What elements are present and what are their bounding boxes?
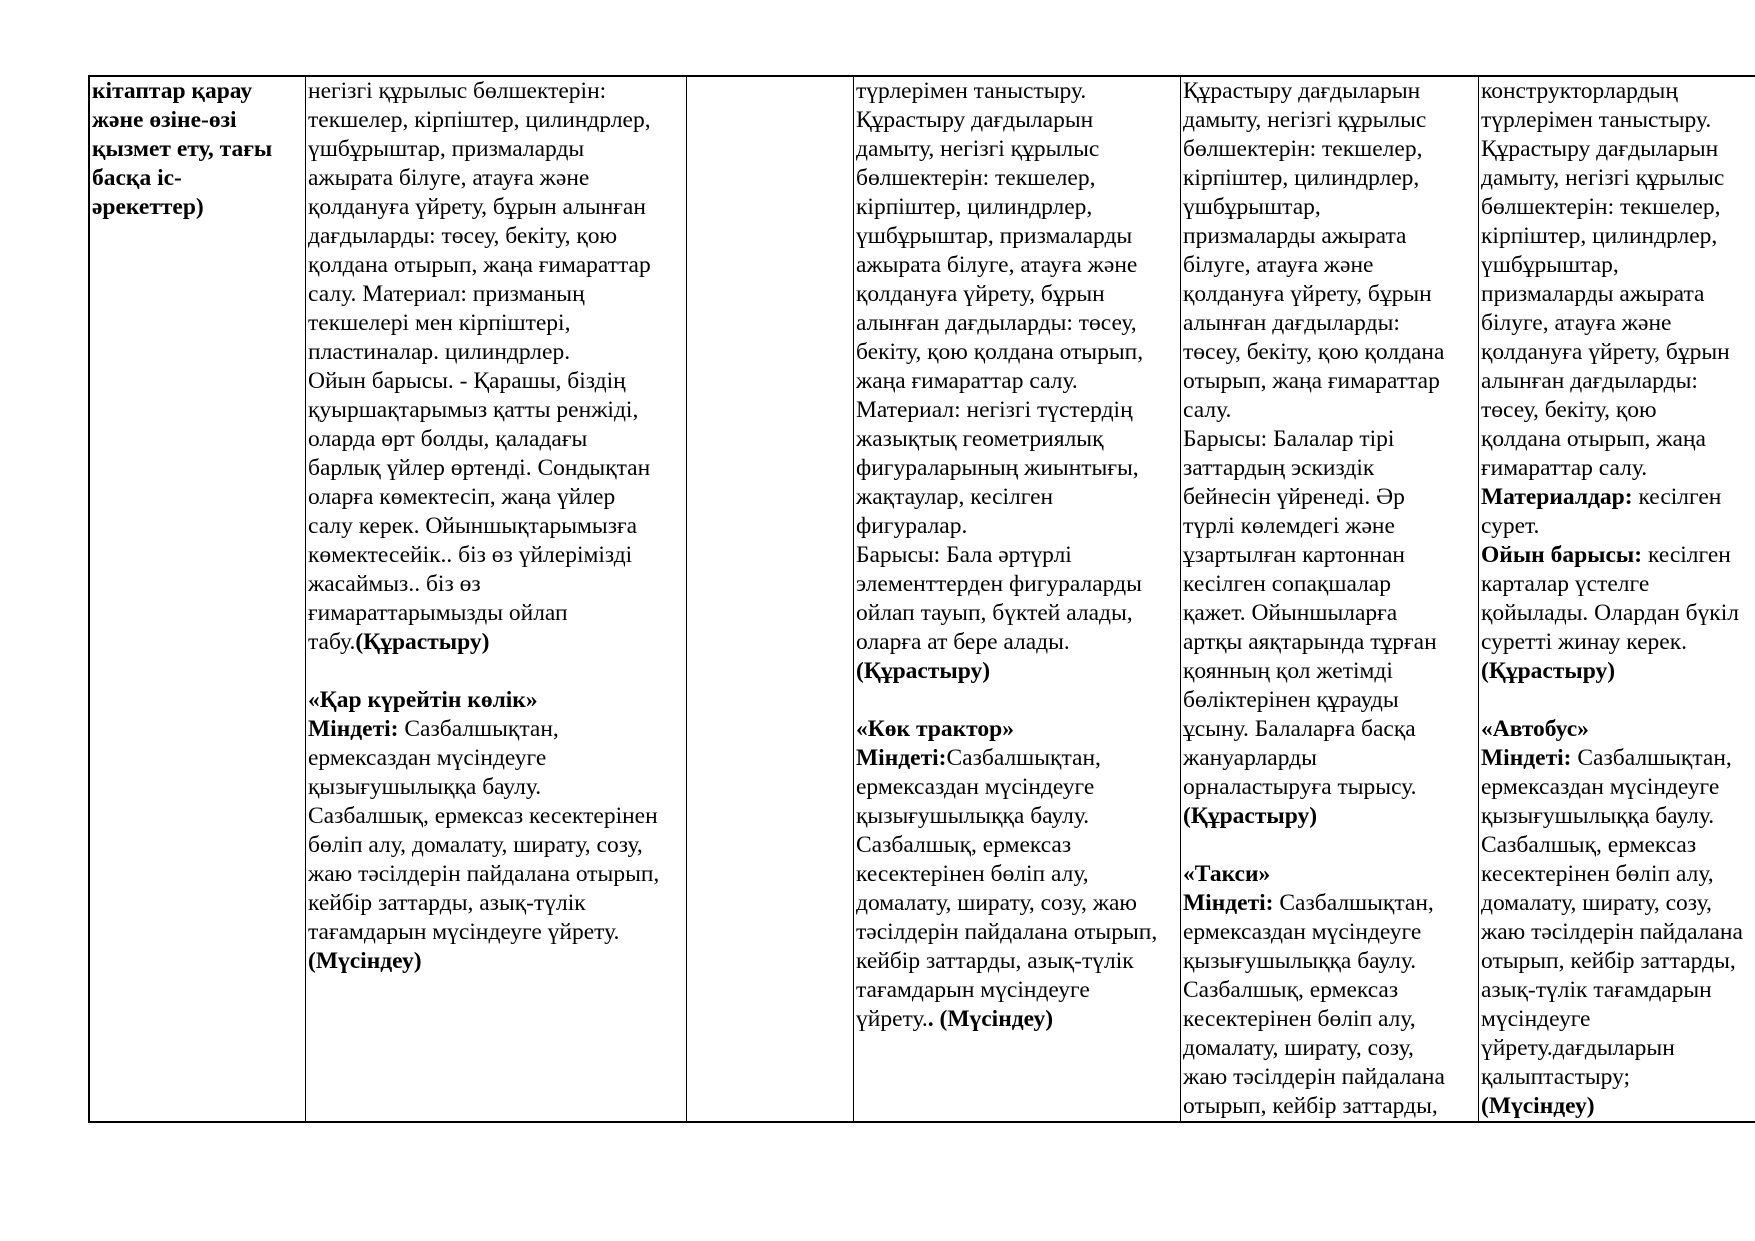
- text-line: [308, 280, 686, 309]
- text-run: жасаймыз.. біз өз: [308, 571, 481, 597]
- text-line: [1183, 802, 1478, 831]
- text-run: үшбұрыштар,: [1481, 252, 1619, 278]
- text-line: [856, 947, 1180, 976]
- text-run: үйрету.: [856, 1006, 928, 1032]
- text-run: салу керек. Ойыншықтарымызға: [308, 513, 638, 539]
- text-run: дамыту, негізгі құрылыс: [1183, 107, 1427, 133]
- text-run: ажырата білуге, атауға және: [856, 252, 1138, 278]
- text-line: [856, 164, 1180, 193]
- table-cell: [89, 76, 306, 1122]
- text-run: тағамдарын мүсіндеуге: [856, 977, 1090, 1003]
- text-run: фигуралар.: [856, 513, 968, 539]
- text-line: [1183, 947, 1478, 976]
- text-line: [1481, 425, 1755, 454]
- text-run: Сазбалшықтан,: [1273, 890, 1434, 916]
- text-line: [308, 396, 686, 425]
- text-line: [1481, 1005, 1755, 1034]
- text-line: [1183, 1005, 1478, 1034]
- text-run: домалату, ширату, созу,: [1183, 1035, 1414, 1061]
- text-line: [1481, 599, 1755, 628]
- text-line: [308, 193, 686, 222]
- text-run: ұзартылған картоннан: [1183, 542, 1406, 568]
- bold-text: және өзіне-өзі: [92, 107, 237, 133]
- text-line: [1183, 483, 1478, 512]
- text-run: отырып, кейбір заттарды,: [1481, 948, 1736, 974]
- text-line: [1183, 889, 1478, 918]
- bold-text: басқа іс-: [92, 165, 182, 191]
- text-line: [1183, 77, 1478, 106]
- text-run: отырып, кейбір заттарды,: [1183, 1093, 1438, 1119]
- text-run: қолдана отырып, жаңа: [1481, 426, 1706, 452]
- text-run: дағдыларды: төсеу, бекіту, қою: [308, 223, 618, 249]
- text-run: Сазбалшық, ермексаз: [856, 832, 1072, 858]
- text-line: [1183, 106, 1478, 135]
- text-run: қуыршақтарымыз қатты ренжіді,: [308, 397, 639, 423]
- text-run: қоянның қол жетімді: [1183, 658, 1393, 684]
- text-line: [856, 976, 1180, 1005]
- text-run: призмаларды ажырата: [1481, 281, 1705, 307]
- text-line: [1481, 396, 1755, 425]
- text-run: суретті жинау керек.: [1481, 629, 1687, 655]
- text-line: [308, 251, 686, 280]
- table-cell: [1479, 76, 1755, 1122]
- text-line: [308, 744, 686, 773]
- text-run: салу. Материал: призманың: [308, 281, 585, 307]
- text-line: [1481, 512, 1755, 541]
- text-line: [1183, 222, 1478, 251]
- text-run: Сазбалшық, ермексаз кесектерінен: [308, 803, 658, 829]
- text-line: [1481, 77, 1755, 106]
- text-line: [308, 483, 686, 512]
- bold-text: (Мүсіндеу): [308, 948, 422, 974]
- text-run: жаю тәсілдерін пайдалана отырып,: [308, 861, 660, 887]
- text-run: үшбұрыштар, призмаларды: [856, 223, 1133, 249]
- text-line: [856, 309, 1180, 338]
- text-run: Сазбалшықтан,: [398, 716, 559, 742]
- text-line: [1183, 1063, 1478, 1092]
- text-line: [856, 222, 1180, 251]
- text-line: [1481, 744, 1755, 773]
- text-run: үйрету.дағдыларын: [1481, 1035, 1675, 1061]
- text-line: [856, 599, 1180, 628]
- text-run: Барысы: Бала әртүрлі: [856, 542, 1072, 568]
- text-run: тағамдарын мүсіндеуге үйрету.: [308, 919, 620, 945]
- text-line: [856, 367, 1180, 396]
- text-line: [308, 889, 686, 918]
- text-line: [1481, 889, 1755, 918]
- text-run: ермексаздан мүсіндеуге: [1481, 774, 1720, 800]
- text-run: азық-түлік тағамдарын: [1481, 977, 1712, 1003]
- text-line: [1481, 1034, 1755, 1063]
- text-run: оларға ат бере алады.: [856, 629, 1070, 655]
- text-line: [1183, 135, 1478, 164]
- text-line: [1481, 773, 1755, 802]
- text-line: [1481, 918, 1755, 947]
- text-line: [1481, 541, 1755, 570]
- bold-text: «Көк трактор»: [856, 716, 1014, 742]
- text-line: [856, 889, 1180, 918]
- text-run: алынған дағдыларды:: [1183, 310, 1400, 336]
- text-run: қызығушылыққа баулу.: [856, 803, 1090, 829]
- blank-line: [856, 686, 1180, 715]
- bold-text: Міндеті:: [1183, 890, 1274, 916]
- text-run: бөлшектерін: текшелер,: [1481, 194, 1721, 220]
- text-run: бөлшектерін: текшелер,: [856, 165, 1096, 191]
- text-run: табу.: [308, 629, 356, 655]
- text-run: алынған дағдыларды:: [1481, 368, 1698, 394]
- text-line: [1183, 251, 1478, 280]
- text-run: ойлап тауып, бүктей алады,: [856, 600, 1133, 626]
- text-line: [1481, 715, 1755, 744]
- text-line: [308, 947, 686, 976]
- text-line: [856, 106, 1180, 135]
- text-line: [1183, 512, 1478, 541]
- text-run: кесілген: [1642, 542, 1731, 568]
- text-line: [1481, 628, 1755, 657]
- text-run: ермексаздан мүсіндеуге: [1183, 919, 1422, 945]
- text-line: [1183, 541, 1478, 570]
- text-run: алынған дағдыларды: төсеу,: [856, 310, 1137, 336]
- text-line: [1183, 918, 1478, 947]
- text-line: [856, 860, 1180, 889]
- text-run: Ойын барысы. - Қарашы, біздің: [308, 368, 626, 394]
- text-run: қызығушылыққа баулу.: [1481, 803, 1715, 829]
- text-run: барлық үйлер өртенді. Сондықтан: [308, 455, 651, 481]
- text-line: [856, 744, 1180, 773]
- text-run: қолдануға үйрету, бұрын: [1481, 339, 1730, 365]
- text-run: Құрастыру дағдыларын: [1183, 78, 1421, 104]
- text-line: [1481, 860, 1755, 889]
- text-line: [308, 802, 686, 831]
- text-line: [1183, 976, 1478, 1005]
- text-run: кесілген: [1632, 484, 1722, 510]
- text-run: бекіту, қою қолдана отырып,: [856, 339, 1144, 365]
- text-line: [308, 831, 686, 860]
- text-run: үшбұрыштар,: [1183, 194, 1321, 220]
- text-line: [856, 831, 1180, 860]
- text-line: [1481, 338, 1755, 367]
- text-line: [92, 77, 305, 106]
- text-run: заттардың эскиздік: [1183, 455, 1375, 481]
- text-line: [1481, 251, 1755, 280]
- text-line: [1481, 976, 1755, 1005]
- text-run: карталар үстелге: [1481, 571, 1650, 597]
- text-run: оларда өрт болды, қаладағы: [308, 426, 588, 452]
- text-line: [1183, 715, 1478, 744]
- blank-line: [1481, 686, 1755, 715]
- text-run: Сазбалшықтан,: [946, 745, 1101, 771]
- text-line: [308, 425, 686, 454]
- text-line: [856, 338, 1180, 367]
- text-line: [308, 570, 686, 599]
- text-run: конструкторлардың: [1481, 78, 1678, 104]
- text-line: [856, 135, 1180, 164]
- text-line: [1183, 396, 1478, 425]
- text-run: бейнесін үйренеді. Әр: [1183, 484, 1405, 510]
- text-line: [1183, 773, 1478, 802]
- table-cell: [854, 76, 1181, 1122]
- text-line: [856, 1005, 1180, 1034]
- text-line: [308, 628, 686, 657]
- text-run: оларға көмектесіп, жаңа үйлер: [308, 484, 616, 510]
- text-line: [1481, 309, 1755, 338]
- text-run: ұсыну. Балаларға басқа: [1183, 716, 1416, 742]
- text-run: қолдануға үйрету, бұрын: [856, 281, 1105, 307]
- text-run: бөлшектерін: текшелер,: [1183, 136, 1423, 162]
- text-line: [1183, 1034, 1478, 1063]
- text-run: ғимараттар салу.: [1481, 455, 1648, 481]
- text-run: мүсіндеуге: [1481, 1006, 1591, 1032]
- bold-text: (Құрастыру): [355, 629, 490, 655]
- text-line: [308, 106, 686, 135]
- text-line: [308, 860, 686, 889]
- text-run: үшбұрыштар, призмаларды: [308, 136, 585, 162]
- text-run: кейбір заттарды, азық-түлік: [308, 890, 586, 916]
- text-line: [856, 483, 1180, 512]
- text-line: [1183, 164, 1478, 193]
- text-run: кейбір заттарды, азық-түлік: [856, 948, 1134, 974]
- text-run: Материал: негізгі түстердің: [856, 397, 1133, 423]
- text-line: [308, 135, 686, 164]
- text-run: дамыту, негізгі құрылыс: [1481, 165, 1725, 191]
- text-run: қойылады. Олардан бүкіл: [1481, 600, 1739, 626]
- text-run: жаю тәсілдерін пайдалана: [1183, 1064, 1445, 1090]
- text-run: Сазбалшықтан,: [1571, 745, 1732, 771]
- bold-text: әрекеттер): [92, 194, 204, 220]
- text-run: салу.: [1183, 397, 1232, 423]
- text-line: [856, 628, 1180, 657]
- text-line: [1481, 193, 1755, 222]
- text-line: [308, 77, 686, 106]
- text-run: қызығушылыққа баулу.: [308, 774, 542, 800]
- text-run: призмаларды ажырата: [1183, 223, 1407, 249]
- text-run: Құрастыру дағдыларын: [856, 107, 1094, 133]
- text-line: [1183, 309, 1478, 338]
- text-line: [1183, 657, 1478, 686]
- text-run: білуге, атауға және: [1481, 310, 1672, 336]
- text-line: [1183, 860, 1478, 889]
- text-line: [308, 715, 686, 744]
- text-run: бөліп алу, домалату, ширату, созу,: [308, 832, 643, 858]
- bold-text: қызмет ету, тағы: [92, 136, 273, 162]
- text-run: кірпіштер, цилиндрлер,: [1481, 223, 1718, 249]
- text-line: [308, 686, 686, 715]
- text-run: сурет.: [1481, 513, 1540, 539]
- text-line: [92, 135, 305, 164]
- text-run: орналастыруға тырысу.: [1183, 774, 1417, 800]
- text-run: текшелері мен кірпіштері,: [308, 310, 571, 336]
- text-line: [1481, 831, 1755, 860]
- text-line: [1183, 686, 1478, 715]
- text-line: [1183, 599, 1478, 628]
- text-line: [1183, 628, 1478, 657]
- blank-line: [308, 657, 686, 686]
- text-run: кесектерінен бөліп алу,: [856, 861, 1089, 887]
- text-run: отырып, жаңа ғимараттар: [1183, 368, 1440, 394]
- text-line: [856, 570, 1180, 599]
- text-line: [308, 454, 686, 483]
- text-run: түрлерімен таныстыру.: [1481, 107, 1712, 133]
- text-run: қолдана отырып, жаңа ғимараттар: [308, 252, 651, 278]
- text-run: артқы аяқтарында тұрған: [1183, 629, 1437, 655]
- text-line: [92, 193, 305, 222]
- text-line: [856, 193, 1180, 222]
- bold-text: (Құрастыру): [1481, 658, 1616, 684]
- bold-text: (Құрастыру): [856, 658, 991, 684]
- table-row: [89, 76, 1755, 1122]
- bold-text: Материалдар:: [1481, 484, 1633, 510]
- text-line: [1481, 454, 1755, 483]
- text-run: жақтаулар, кесілген: [856, 484, 1054, 510]
- text-line: [308, 773, 686, 802]
- text-line: [856, 425, 1180, 454]
- text-line: [1481, 570, 1755, 599]
- text-line: [308, 541, 686, 570]
- text-run: фигураларының жиынтығы,: [856, 455, 1139, 481]
- text-run: ермексаздан мүсіндеуге: [856, 774, 1095, 800]
- text-line: [856, 541, 1180, 570]
- bold-text: Міндеті:: [1481, 745, 1572, 771]
- text-run: дамыту, негізгі құрылыс: [856, 136, 1100, 162]
- text-run: кесектерінен бөліп алу,: [1481, 861, 1714, 887]
- text-line: [856, 396, 1180, 425]
- text-line: [1183, 744, 1478, 773]
- text-line: [92, 164, 305, 193]
- text-run: негізгі құрылыс бөлшектерін:: [308, 78, 607, 104]
- table-cell: [1181, 76, 1479, 1122]
- bold-text: Міндеті:: [856, 745, 947, 771]
- text-run: түрлі көлемдегі және: [1183, 513, 1395, 539]
- text-run: түрлерімен таныстыру.: [856, 78, 1087, 104]
- text-run: ажырата білуге, атауға және: [308, 165, 590, 191]
- text-run: кесілген сопақшалар: [1183, 571, 1391, 597]
- text-run: жазықтық геометриялық: [856, 426, 1104, 452]
- text-line: [856, 512, 1180, 541]
- text-line: [1183, 425, 1478, 454]
- text-line: [308, 222, 686, 251]
- text-line: [1481, 280, 1755, 309]
- text-line: [1481, 483, 1755, 512]
- text-run: Сазбалшық, ермексаз: [1183, 977, 1399, 1003]
- text-run: қажет. Ойыншыларға: [1183, 600, 1398, 626]
- text-run: білуге, атауға және: [1183, 252, 1374, 278]
- text-line: [1481, 947, 1755, 976]
- bold-text: (Мүсіндеу): [1481, 1093, 1595, 1119]
- text-run: қызығушылыққа баулу.: [1183, 948, 1417, 974]
- text-line: [308, 918, 686, 947]
- text-run: көмектесейік.. біз өз үйлерімізді: [308, 542, 633, 568]
- text-line: [856, 251, 1180, 280]
- text-line: [1481, 1063, 1755, 1092]
- text-run: кесектерінен бөліп алу,: [1183, 1006, 1416, 1032]
- text-line: [308, 367, 686, 396]
- text-line: [1481, 367, 1755, 396]
- text-line: [1183, 193, 1478, 222]
- text-line: [1481, 1092, 1755, 1121]
- text-line: [856, 77, 1180, 106]
- bold-text: «Автобус»: [1481, 716, 1589, 742]
- text-run: пластиналар. цилиндрлер.: [308, 339, 571, 365]
- text-line: [308, 338, 686, 367]
- text-line: [308, 309, 686, 338]
- text-run: элементтерден фигураларды: [856, 571, 1142, 597]
- text-line: [308, 512, 686, 541]
- text-run: ермексаздан мүсіндеуге: [308, 745, 547, 771]
- bold-text: кітаптар қарау: [92, 78, 253, 104]
- text-run: домалату, ширату, созу, жаю: [856, 890, 1137, 916]
- bold-text: (Құрастыру): [1183, 803, 1318, 829]
- bold-text: «Қар күрейтін көлік»: [308, 687, 538, 713]
- text-run: тәсілдерін пайдалана отырып,: [856, 919, 1158, 945]
- text-run: Барысы: Балалар тірі: [1183, 426, 1395, 452]
- text-line: [1183, 570, 1478, 599]
- table-cell: [687, 76, 854, 1122]
- bold-text: Міндеті:: [308, 716, 399, 742]
- text-line: [1183, 280, 1478, 309]
- text-run: бөліктерінен құрауды: [1183, 687, 1399, 713]
- text-line: [92, 106, 305, 135]
- text-line: [1183, 367, 1478, 396]
- text-line: [1183, 338, 1478, 367]
- text-line: [1183, 1092, 1478, 1121]
- text-line: [856, 715, 1180, 744]
- text-run: қалыптастыру;: [1481, 1064, 1631, 1090]
- text-line: [856, 280, 1180, 309]
- text-line: [308, 599, 686, 628]
- text-run: кірпіштер, цилиндрлер,: [856, 194, 1093, 220]
- text-line: [856, 773, 1180, 802]
- text-run: қолдануға үйрету, бұрын алынған: [308, 194, 646, 220]
- text-line: [1481, 222, 1755, 251]
- text-run: жаю тәсілдерін пайдалана: [1481, 919, 1743, 945]
- text-line: [1481, 164, 1755, 193]
- text-line: [1183, 454, 1478, 483]
- text-run: кірпіштер, цилиндрлер,: [1183, 165, 1420, 191]
- text-run: текшелер, кірпіштер, цилиндрлер,: [308, 107, 651, 133]
- text-line: [856, 918, 1180, 947]
- text-line: [1481, 802, 1755, 831]
- table-cell: [306, 76, 687, 1122]
- bold-text: «Такси»: [1183, 861, 1271, 887]
- text-line: [1481, 135, 1755, 164]
- bold-text: Ойын барысы:: [1481, 542, 1643, 568]
- text-line: [1481, 657, 1755, 686]
- text-run: Сазбалшық, ермексаз: [1481, 832, 1697, 858]
- text-run: жануарларды: [1183, 745, 1317, 771]
- text-line: [856, 802, 1180, 831]
- bold-text: . (Мүсіндеу): [927, 1006, 1054, 1032]
- text-run: ғимараттарымызды ойлап: [308, 600, 568, 626]
- text-run: жаңа ғимараттар салу.: [856, 368, 1078, 394]
- blank-line: [1183, 831, 1478, 860]
- text-run: Құрастыру дағдыларын: [1481, 136, 1719, 162]
- text-line: [308, 164, 686, 193]
- text-run: төсеу, бекіту, қою: [1481, 397, 1657, 423]
- text-run: қолдануға үйрету, бұрын: [1183, 281, 1432, 307]
- text-run: төсеу, бекіту, қою қолдана: [1183, 339, 1445, 365]
- text-run: домалату, ширату, созу,: [1481, 890, 1712, 916]
- text-line: [856, 454, 1180, 483]
- text-line: [856, 657, 1180, 686]
- text-line: [1481, 106, 1755, 135]
- plan-table: [88, 75, 1755, 1123]
